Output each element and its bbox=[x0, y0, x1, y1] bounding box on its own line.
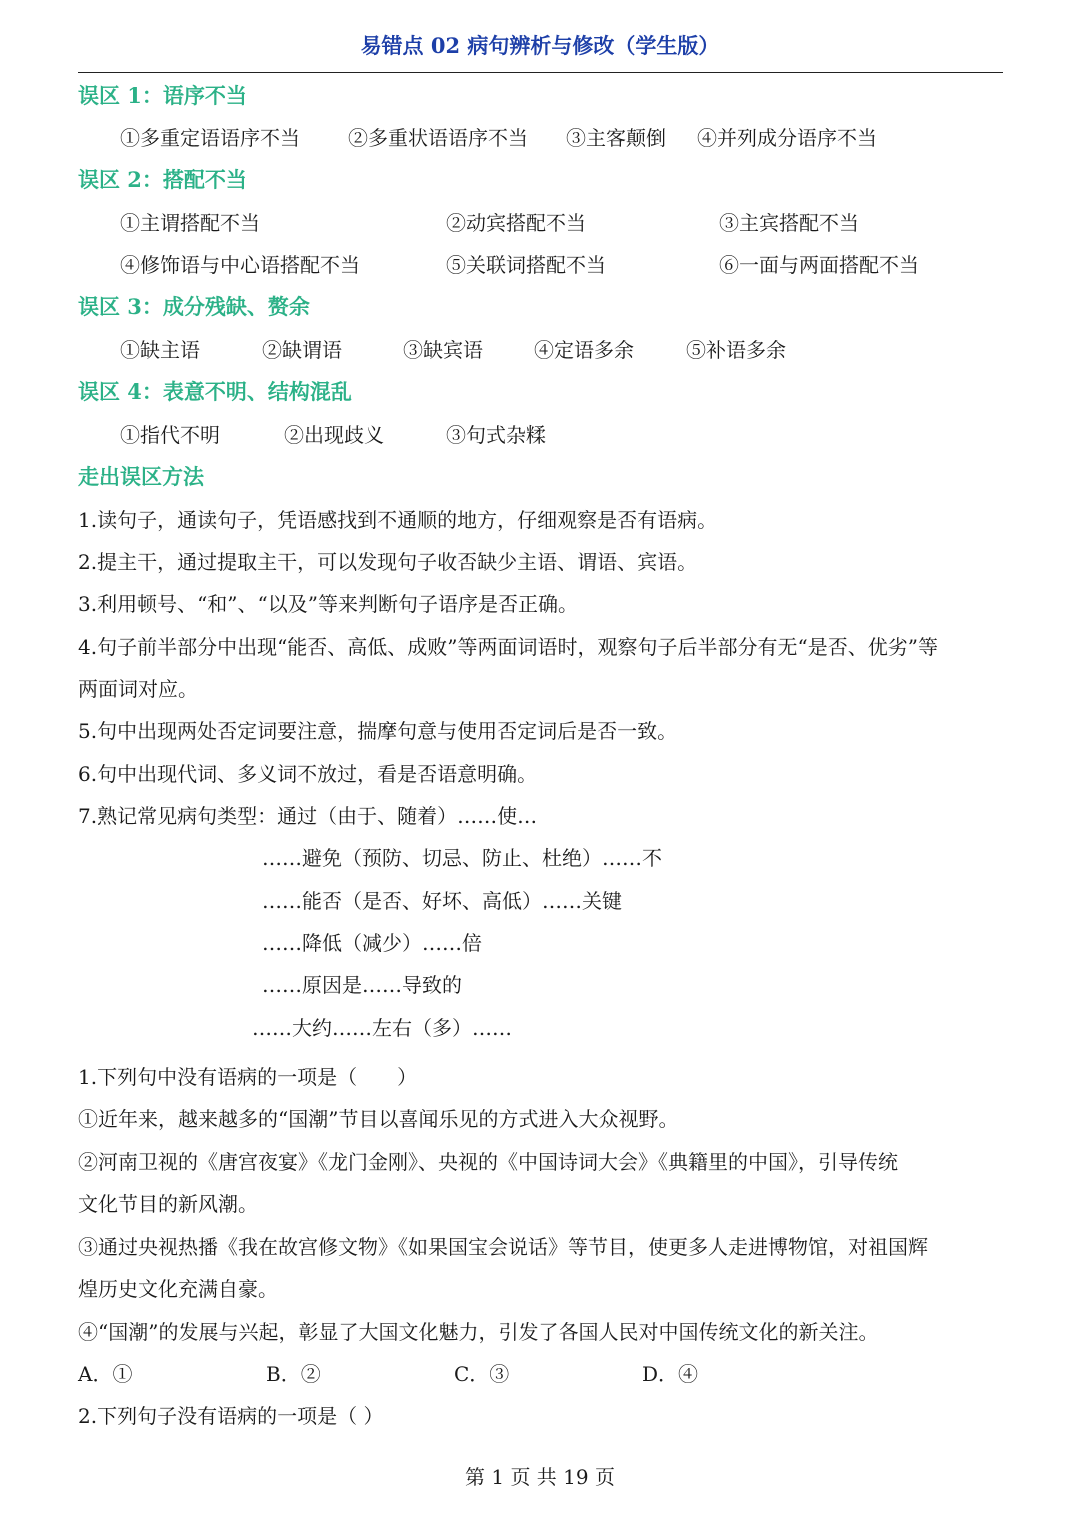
method-line: 2.提主干，通过提取主干，可以发现句子收否缺少主语、谓语、宾语。 bbox=[78, 550, 698, 574]
question-1-option: A．① bbox=[78, 1362, 133, 1386]
methods-heading: 走出误区方法 bbox=[78, 464, 204, 489]
section-4-item: ②出现歧义 bbox=[284, 423, 384, 447]
question-2-stem: 2.下列句子没有语病的一项是（ ） bbox=[78, 1404, 384, 1428]
section-1-item: ①多重定语语序不当 bbox=[120, 126, 300, 150]
section-3-item: ④定语多余 bbox=[534, 338, 634, 362]
pattern-line: ……原因是……导致的 bbox=[262, 973, 462, 997]
question-1-option: C．③ bbox=[454, 1362, 510, 1386]
section-2-item: ⑥一面与两面搭配不当 bbox=[719, 253, 919, 277]
section-3-item: ⑤补语多余 bbox=[686, 338, 786, 362]
question-1-line: ③通过央视热播《我在故宫修文物》《如果国宝会说话》等节目，使更多人走进博物馆，对祖国辉 bbox=[78, 1235, 928, 1259]
section-3-item: ③缺宾语 bbox=[403, 338, 483, 362]
section-4-item: ①指代不明 bbox=[120, 423, 220, 447]
pattern-line: ……避免（预防、切忌、防止、杜绝）……不 bbox=[262, 846, 662, 870]
section-1-item: ④并列成分语序不当 bbox=[697, 126, 877, 150]
section-2-item: ④修饰语与中心语搭配不当 bbox=[120, 253, 360, 277]
method-line: 两面词对应。 bbox=[78, 677, 198, 701]
section-2-item: ②动宾搭配不当 bbox=[446, 211, 586, 235]
question-1-line: ②河南卫视的《唐宫夜宴》《龙门金刚》、央视的《中国诗词大会》《典籍里的中国》，引导传统 bbox=[78, 1150, 898, 1174]
section-1-item: ②多重状语语序不当 bbox=[348, 126, 528, 150]
section-3-item: ②缺谓语 bbox=[262, 338, 342, 362]
section-2-item: ⑤关联词搭配不当 bbox=[446, 253, 606, 277]
method-line: 3.利用顿号、“和”、“以及”等来判断句子语序是否正确。 bbox=[78, 592, 578, 616]
header-divider bbox=[78, 72, 1003, 73]
section-1-item: ③主客颠倒 bbox=[566, 126, 666, 150]
section-4-item: ③句式杂糅 bbox=[446, 423, 546, 447]
page-number: 第 1 页 共 19 页 bbox=[465, 1465, 615, 1489]
pattern-line: ……大约……左右（多）…… bbox=[252, 1016, 512, 1040]
method-line: 1.读句子，通读句子，凭语感找到不通顺的地方，仔细观察是否有语病。 bbox=[78, 508, 718, 532]
pattern-line: ……降低（减少）……倍 bbox=[262, 931, 482, 955]
question-1-line: 文化节目的新风潮。 bbox=[78, 1192, 258, 1216]
section-2-heading: 误区 2：搭配不当 bbox=[78, 167, 247, 192]
question-1-option: B．② bbox=[266, 1362, 321, 1386]
method-line: 6.句中出现代词、多义词不放过，看是否语意明确。 bbox=[78, 762, 538, 786]
method-line: 5.句中出现两处否定词要注意，揣摩句意与使用否定词后是否一致。 bbox=[78, 719, 678, 743]
section-4-heading: 误区 4：表意不明、结构混乱 bbox=[78, 379, 352, 404]
section-2-item: ①主谓搭配不当 bbox=[120, 211, 260, 235]
question-1-line: 煌历史文化充满自豪。 bbox=[78, 1277, 278, 1301]
pattern-line: ……能否（是否、好坏、高低）……关键 bbox=[262, 889, 622, 913]
section-3-heading: 误区 3：成分残缺、赘余 bbox=[78, 294, 310, 319]
section-3-item: ①缺主语 bbox=[120, 338, 200, 362]
page-title: 易错点 02 病句辨析与修改（学生版） bbox=[360, 33, 720, 58]
question-1-line: ④“国潮”的发展与兴起，彰显了大国文化魅力，引发了各国人民对中国传统文化的新关注。 bbox=[78, 1320, 879, 1344]
section-1-heading: 误区 1：语序不当 bbox=[78, 83, 247, 108]
section-2-item: ③主宾搭配不当 bbox=[719, 211, 859, 235]
question-1-stem: 1.下列句中没有语病的一项是（ ） bbox=[78, 1065, 418, 1089]
question-1-option: D．④ bbox=[642, 1362, 699, 1386]
method-line: 4.句子前半部分中出现“能否、高低、成败”等两面词语时，观察句子后半部分有无“是否、优劣”等 bbox=[78, 635, 938, 659]
method-line: 7.熟记常见病句类型：通过（由于、随着）……使… bbox=[78, 804, 538, 828]
question-1-line: ①近年来，越来越多的“国潮”节目以喜闻乐见的方式进入大众视野。 bbox=[78, 1107, 679, 1131]
